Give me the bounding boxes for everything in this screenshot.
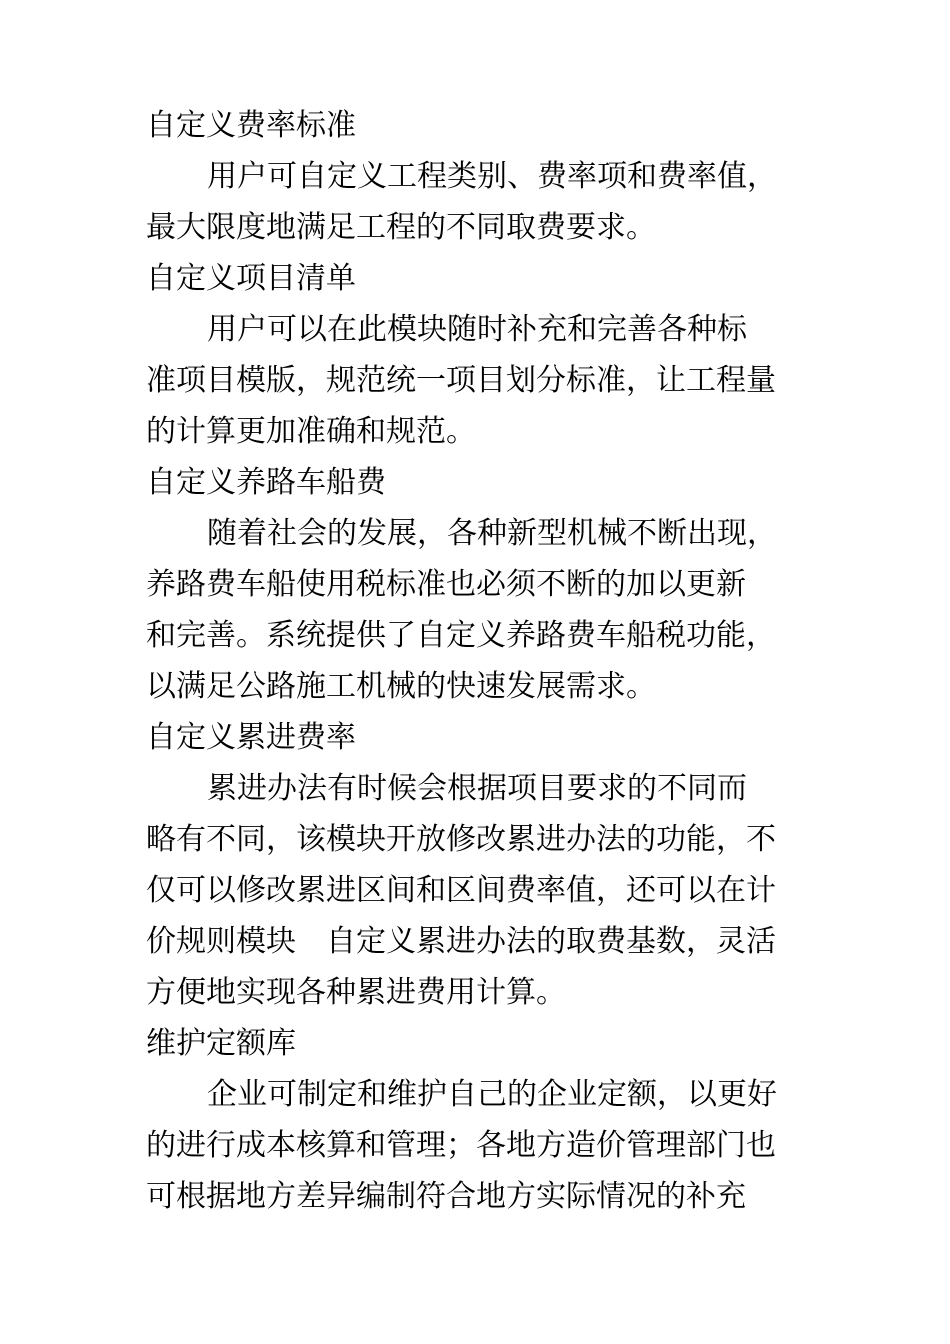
section-custom-road-vehicle-fee [146,457,811,712]
section-heading: 自定义养路车船费 [146,465,386,500]
paragraph-line: 用户可以在此模块随时补充和完善各种标 [207,312,747,347]
section-custom-rate-standard [146,100,811,253]
section-paragraph [146,304,811,457]
paragraph-line: 方便地实现各种累进费用计算。 [146,975,566,1010]
section-custom-progressive-rate [146,712,811,1018]
section-heading: 自定义费率标准 [146,108,356,143]
paragraph-line: 用户可自定义工程类别、费率项和费率值， [207,159,777,194]
paragraph-line: 随着社会的发展，各种新型机械不断出现， [207,516,777,551]
paragraph-line: 可根据地方差异编制符合地方实际情况的补充 [146,1179,746,1214]
paragraph-line: 养路费车船使用税标准也必须不断的加以更新 [146,567,746,602]
section-paragraph [146,151,811,253]
paragraph-line: 略有不同，该模块开放修改累进办法的功能，不 [146,822,776,857]
paragraph-line: 准项目模版，规范统一项目划分标准，让工程量 [146,363,776,398]
paragraph-line: 以满足公路施工机械的快速发展需求。 [146,669,656,704]
paragraph-line: 企业可制定和维护自己的企业定额，以更好 [207,1077,777,1112]
section-heading: 自定义累进费率 [146,720,356,755]
section-custom-project-list [146,253,811,457]
paragraph-line: 和完善。系统提供了自定义养路费车船税功能， [146,618,776,653]
section-paragraph [146,508,811,712]
section-heading: 维护定额库 [146,1026,296,1061]
section-maintain-quota-library [146,1018,811,1222]
paragraph-line: 的计算更加准确和规范。 [146,414,476,449]
paragraph-line: 仅可以修改累进区间和区间费率值，还可以在计 [146,873,776,908]
section-paragraph [146,1069,811,1222]
paragraph-line: 的进行成本核算和管理；各地方造价管理部门也 [146,1128,776,1163]
paragraph-line: 最大限度地满足工程的不同取费要求。 [146,210,656,245]
section-paragraph [146,763,811,1018]
paragraph-line: 累进办法有时候会根据项目要求的不同而 [207,771,747,806]
paragraph-line: 价规则模块 自定义累进办法的取费基数，灵活 [146,924,776,959]
document-page [146,100,811,1222]
section-heading: 自定义项目清单 [146,261,356,296]
